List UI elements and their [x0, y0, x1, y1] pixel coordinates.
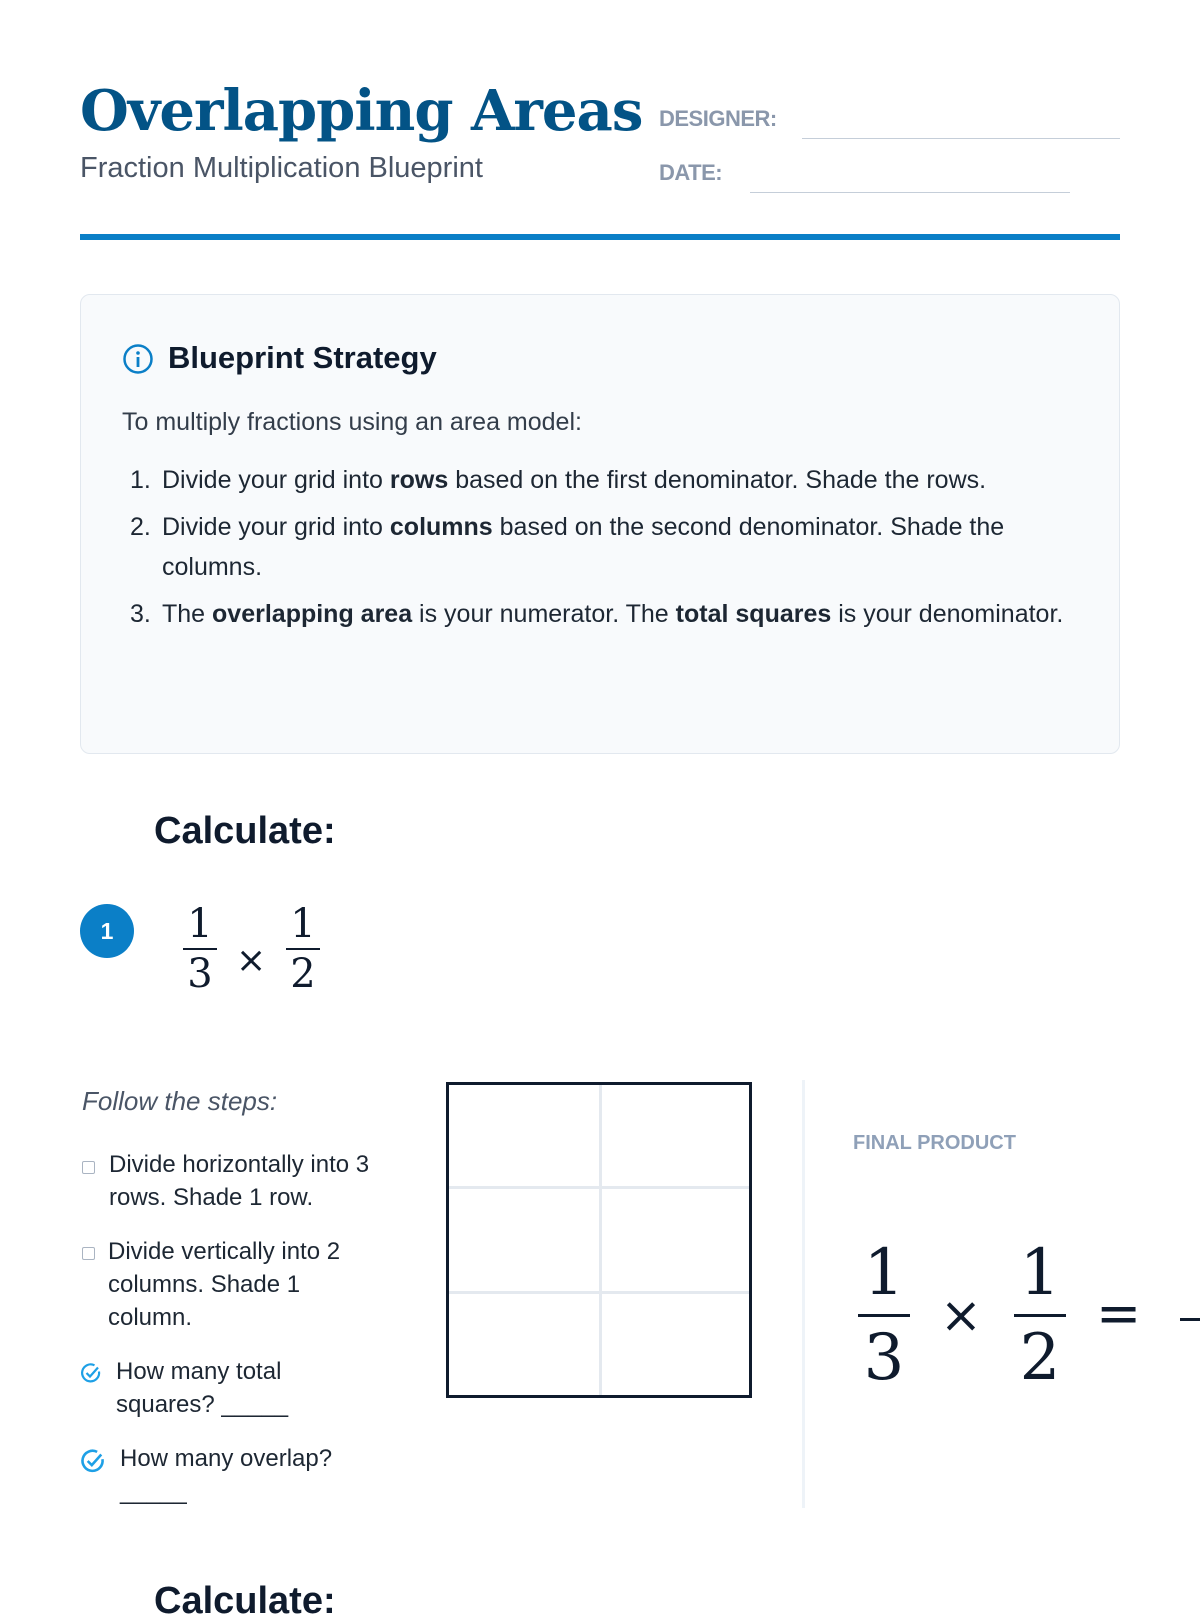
- step-bold: overlapping area: [212, 600, 413, 628]
- step-bold: rows: [389, 466, 449, 494]
- grid-row-line: [449, 1186, 749, 1189]
- page-subtitle: Fraction Multiplication Blueprint: [80, 152, 483, 184]
- designer-label: DESIGNER:: [659, 106, 777, 131]
- task-item: Divide horizontally into 3 rows. Shade 1 row.: [109, 1151, 370, 1211]
- check-circle-icon[interactable]: [80, 1362, 102, 1384]
- step-number: 1.: [130, 466, 151, 494]
- grid-column-line: [599, 1085, 602, 1395]
- calculate-heading: Calculate:: [154, 1580, 336, 1622]
- step-text: based on the first denominator. Shade the rows.: [448, 466, 987, 494]
- times-sign: ×: [236, 940, 267, 981]
- numerator: 1: [290, 901, 316, 947]
- strategy-step: [130, 507, 1090, 587]
- task-item: How many total squares? _____: [116, 1358, 289, 1418]
- denominator: 2: [1019, 1321, 1061, 1395]
- grid-row-line: [449, 1291, 749, 1294]
- calculate-heading: Calculate:: [154, 810, 336, 852]
- header-divider: [80, 234, 1120, 240]
- step-text: Divide your grid into: [162, 513, 390, 541]
- times-sign: ×: [940, 1286, 982, 1344]
- step-number: 3.: [130, 600, 151, 628]
- column-divider: [802, 1080, 805, 1508]
- fraction-b: [286, 900, 320, 998]
- denominator: 2: [290, 951, 316, 997]
- strategy-step: [130, 460, 1090, 500]
- denominator: 3: [863, 1321, 905, 1395]
- final-fraction-a: [858, 1232, 910, 1399]
- info-circle-icon: [122, 343, 154, 375]
- follow-steps-label: Follow the steps:: [82, 1086, 278, 1116]
- date-field[interactable]: [750, 192, 1070, 193]
- task-checkbox[interactable]: [82, 1247, 95, 1260]
- denominator: 3: [187, 951, 213, 997]
- step-text: based on the second denominator. Shade the columns.: [162, 513, 1005, 581]
- strategy-intro: To multiply fractions using an area model:: [122, 408, 582, 436]
- step-text: is your denominator.: [831, 600, 1064, 628]
- task-checkbox[interactable]: [82, 1161, 95, 1174]
- step-text: Divide your grid into: [162, 466, 390, 494]
- fraction-a: [183, 900, 217, 998]
- task-item: Divide vertically into 2 columns. Shade 1 column.: [108, 1238, 341, 1331]
- step-number: 2.: [130, 513, 151, 541]
- step-text: The: [162, 600, 213, 628]
- numerator: 1: [863, 1236, 905, 1310]
- equals-sign: =: [1096, 1282, 1142, 1345]
- final-product-label: FINAL PRODUCT: [853, 1132, 1016, 1154]
- numerator: 1: [1019, 1236, 1061, 1310]
- problem-number-badge: 1: [80, 904, 134, 958]
- step-bold: columns: [389, 513, 493, 541]
- numerator: 1: [187, 901, 213, 947]
- area-model-grid[interactable]: [446, 1082, 752, 1398]
- step-text: is your numerator. The: [412, 600, 676, 628]
- strategy-steps: [130, 460, 1090, 641]
- final-fraction-b: [1014, 1232, 1066, 1399]
- date-label: DATE:: [659, 160, 723, 185]
- strategy-step: [130, 594, 1090, 634]
- step-bold: total squares: [675, 600, 832, 628]
- strategy-title: Blueprint Strategy: [168, 340, 437, 375]
- designer-field[interactable]: [802, 138, 1120, 139]
- task-item: How many overlap? _____: [120, 1445, 333, 1505]
- answer-fraction-bar[interactable]: [1180, 1318, 1200, 1321]
- check-circle-icon[interactable]: [80, 1448, 106, 1474]
- page-title: Overlapping Areas: [80, 78, 643, 144]
